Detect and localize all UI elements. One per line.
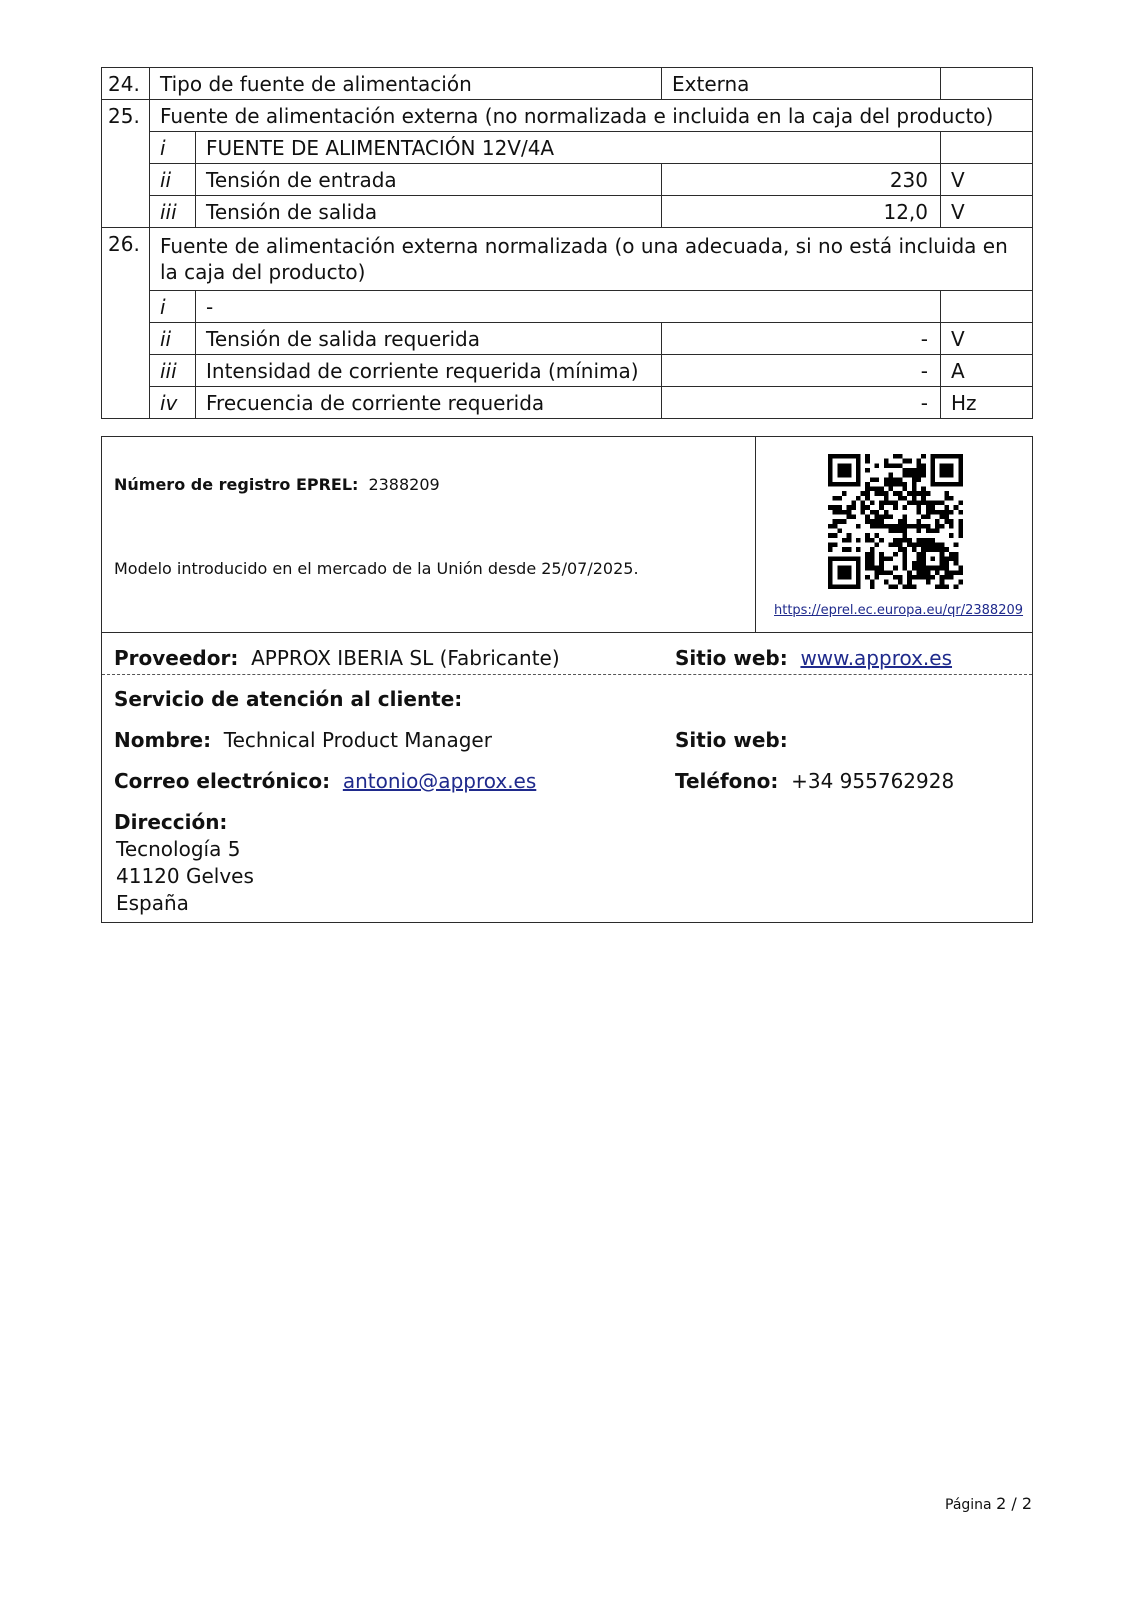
contact-phone-label: Teléfono: <box>675 769 779 793</box>
sub-index: i <box>150 291 196 323</box>
eprel-qr-link[interactable]: https://eprel.ec.europa.eu/qr/2388209 <box>774 603 1024 618</box>
sub-label: - <box>196 291 941 323</box>
supplier-value: APPROX IBERIA SL (Fabricante) <box>251 646 560 670</box>
sub-unit: Hz <box>941 387 1033 419</box>
supplier-web-label: Sitio web: <box>675 646 788 670</box>
row-label: Tipo de fuente de alimentación <box>150 68 662 100</box>
eprel-registration <box>114 475 440 494</box>
contact-web-label: Sitio web: <box>675 728 788 752</box>
supplier-label: Proveedor: <box>114 646 239 670</box>
sub-index: ii <box>150 323 196 355</box>
address-line: España <box>116 891 189 915</box>
row-label: Fuente de alimentación externa normalizada (o una adecuada, si no está incluida en la caja del producto) <box>150 228 1033 291</box>
table-row <box>102 291 1033 323</box>
sub-index: iii <box>150 196 196 228</box>
contact-name-line <box>114 728 492 752</box>
eprel-reg-value: 2388209 <box>368 475 440 494</box>
sub-label: Intensidad de corriente requerida (mínima) <box>196 355 662 387</box>
table-row <box>102 196 1033 228</box>
contact-email-link[interactable]: antonio@approx.es <box>342 769 537 793</box>
page-value: 2 / 2 <box>996 1494 1032 1513</box>
sub-value: - <box>662 323 941 355</box>
table-row <box>102 164 1033 196</box>
sub-label: Tensión de entrada <box>196 164 662 196</box>
power-supply-spec-table <box>101 67 1033 419</box>
supplier-web-link[interactable]: www.approx.es <box>800 646 953 670</box>
customer-service-title: Servicio de atención al cliente: <box>114 687 463 711</box>
contact-web-line <box>675 728 788 752</box>
sub-value: 230 <box>662 164 941 196</box>
page-label: Página <box>945 1497 992 1513</box>
address-line: 41120 Gelves <box>116 864 254 888</box>
table-row <box>102 387 1033 419</box>
sub-index: ii <box>150 164 196 196</box>
sub-value: - <box>662 355 941 387</box>
sub-index: i <box>150 132 196 164</box>
qr-section <box>756 437 1032 633</box>
contact-email-line <box>114 769 536 793</box>
sub-label: Tensión de salida <box>196 196 662 228</box>
row-label: Fuente de alimentación externa (no normalizada e incluida en la caja del producto) <box>150 100 1033 132</box>
sub-label: Tensión de salida requerida <box>196 323 662 355</box>
row-number: 25. <box>102 100 150 132</box>
eprel-reg-label: Número de registro EPREL: <box>114 475 359 494</box>
eprel-section <box>102 437 756 633</box>
supplier-line <box>114 646 560 670</box>
table-row <box>102 100 1033 132</box>
sub-index: iv <box>150 387 196 419</box>
address-label: Dirección: <box>114 810 228 834</box>
contact-name-label: Nombre: <box>114 728 212 752</box>
table-row <box>102 132 1033 164</box>
address-line: Tecnología 5 <box>116 837 241 861</box>
table-row <box>102 323 1033 355</box>
contact-phone-line <box>675 769 954 793</box>
sub-unit: V <box>941 164 1033 196</box>
dashed-divider <box>102 674 1032 675</box>
sub-unit: A <box>941 355 1033 387</box>
sub-index: iii <box>150 355 196 387</box>
page-number <box>945 1494 1032 1513</box>
sub-label: Frecuencia de corriente requerida <box>196 387 662 419</box>
table-row <box>102 68 1033 100</box>
supplier-info-box <box>101 436 1033 923</box>
contact-email-label: Correo electrónico: <box>114 769 331 793</box>
sub-value: 12,0 <box>662 196 941 228</box>
sub-unit: V <box>941 323 1033 355</box>
table-row <box>102 355 1033 387</box>
market-date-text: Modelo introducido en el mercado de la Unión desde 25/07/2025. <box>114 559 639 578</box>
row-unit <box>941 68 1033 100</box>
sub-label: FUENTE DE ALIMENTACIÓN 12V/4A <box>196 132 941 164</box>
row-number: 24. <box>102 68 150 100</box>
qr-code-icon[interactable] <box>828 454 963 589</box>
row-value: Externa <box>662 68 941 100</box>
contact-name-value: Technical Product Manager <box>223 728 492 752</box>
supplier-web <box>675 646 952 670</box>
sub-unit: V <box>941 196 1033 228</box>
table-row <box>102 228 1033 291</box>
sub-value: - <box>662 387 941 419</box>
contact-phone-value: +34 955762928 <box>791 769 955 793</box>
row-number: 26. <box>102 228 150 291</box>
